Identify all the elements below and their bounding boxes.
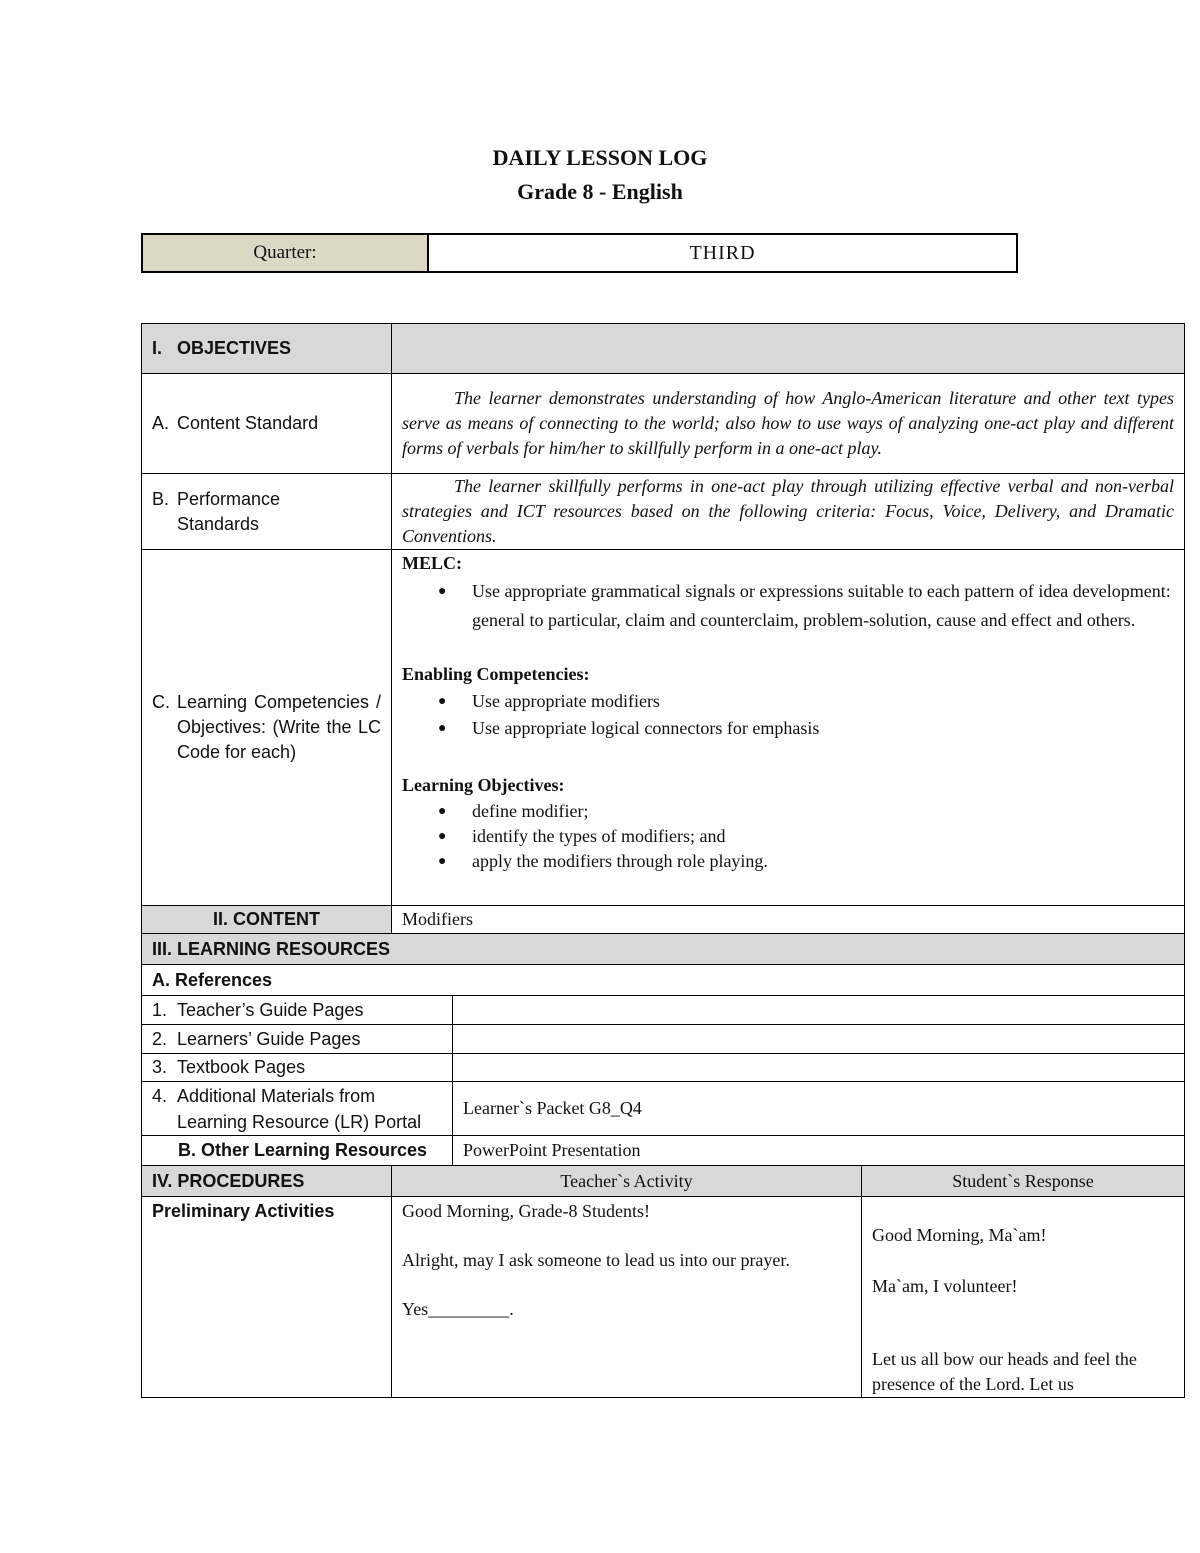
preliminary-teacher: Good Morning, Grade-8 Students! Alright, may I ask someone to lead us into our prayer. Yes_________. — [392, 1197, 862, 1398]
document-title: DAILY LESSON LOG — [492, 145, 708, 170]
preliminary-student: Good Morning, Ma`am! Ma`am, I volunteer! Let us all bow our heads and feel the presence of the Lord. Let us — [862, 1197, 1185, 1398]
other-resources-value: PowerPoint Presentation — [453, 1136, 1185, 1166]
performance-standards-label: B. Performance Standards — [142, 474, 392, 550]
quarter-label: Quarter: — [143, 235, 429, 271]
content-standard-row — [142, 374, 1185, 474]
list-item: ● apply the modifiers through role playing. — [472, 849, 1174, 874]
list-item: ● identify the types of modifiers; and — [472, 824, 1174, 849]
performance-standards-text: The learner skillfully performs in one-act play through utilizing effective verbal and non-verbal strategies and ICT resources based on the following criteria: Focus, Voice, Delivery, and Dramatic Conventions. — [392, 474, 1185, 550]
content-row — [142, 906, 1185, 934]
teacher-activity-header: Teacher`s Activity — [392, 1166, 862, 1197]
content-label: II. CONTENT — [142, 906, 392, 934]
table-row — [142, 1025, 1185, 1054]
resources-heading: III. LEARNING RESOURCES — [142, 934, 1185, 965]
quarter-value: THIRD — [689, 241, 756, 264]
procedures-heading: IV. PROCEDURES — [142, 1166, 392, 1197]
list-item: ● Use appropriate logical connectors for emphasis — [472, 715, 1174, 742]
resource-label: 4. Additional Materials from Learning Resource (LR) Portal — [142, 1082, 453, 1136]
quarter-box — [141, 233, 1018, 273]
table-row — [142, 1054, 1185, 1082]
enabling-list — [402, 688, 1174, 742]
melc-heading: MELC: — [402, 553, 462, 573]
list-item: ● define modifier; — [472, 799, 1174, 824]
learning-objectives-list — [402, 799, 1174, 874]
document-subtitle: Grade 8 - English — [517, 179, 683, 204]
content-value: Modifiers — [392, 906, 1185, 934]
lesson-log-table — [141, 323, 1185, 1398]
content-standard-text: The learner demonstrates understanding of how Anglo-American literature and other text types serve as means of connecting to the world; also how to use ways of analyzing one-act play and different forms of verbals for him/her to skillfully perform in a one-act play. — [392, 374, 1185, 474]
list-item: ● Use appropriate grammatical signals or expressions suitable to each pattern of idea development: general to particular, claim and counterclaim, problem-solution, cause and effect and others. — [472, 577, 1174, 635]
references-heading-row — [142, 965, 1185, 996]
resource-value — [453, 996, 1185, 1025]
preliminary-row — [142, 1197, 1185, 1398]
enabling-heading: Enabling Competencies: — [402, 664, 590, 684]
other-resources-label: B. Other Learning Resources — [142, 1136, 453, 1166]
list-item: ● Use appropriate modifiers — [472, 688, 1174, 715]
objectives-heading: I. OBJECTIVES — [142, 324, 392, 374]
procedures-heading-row — [142, 1166, 1185, 1197]
references-heading: A. References — [142, 965, 1185, 996]
other-resources-row — [142, 1136, 1185, 1166]
learning-objectives-heading: Learning Objectives: — [402, 775, 565, 795]
competencies-row — [142, 550, 1185, 906]
resources-heading-row — [142, 934, 1185, 965]
resource-value — [453, 1054, 1185, 1082]
student-response-header: Student`s Response — [862, 1166, 1185, 1197]
preliminary-label: Preliminary Activities — [142, 1197, 392, 1398]
resource-label: 3. Textbook Pages — [142, 1054, 453, 1082]
objectives-row — [142, 324, 1185, 374]
resource-label: 2. Learners’ Guide Pages — [142, 1025, 453, 1054]
resource-value — [453, 1025, 1185, 1054]
resource-value: Learner`s Packet G8_Q4 — [453, 1082, 1185, 1136]
competencies-content — [392, 550, 1185, 906]
performance-standards-row — [142, 474, 1185, 550]
table-row — [142, 996, 1185, 1025]
content-standard-label: A. Content Standard — [142, 374, 392, 474]
melc-list — [402, 577, 1174, 635]
objectives-heading-blank — [392, 324, 1185, 374]
resource-label: 1. Teacher’s Guide Pages — [142, 996, 453, 1025]
table-row — [142, 1082, 1185, 1136]
competencies-label: C. Learning Competencies / Objectives: (Write the LC Code for each) — [142, 550, 392, 906]
